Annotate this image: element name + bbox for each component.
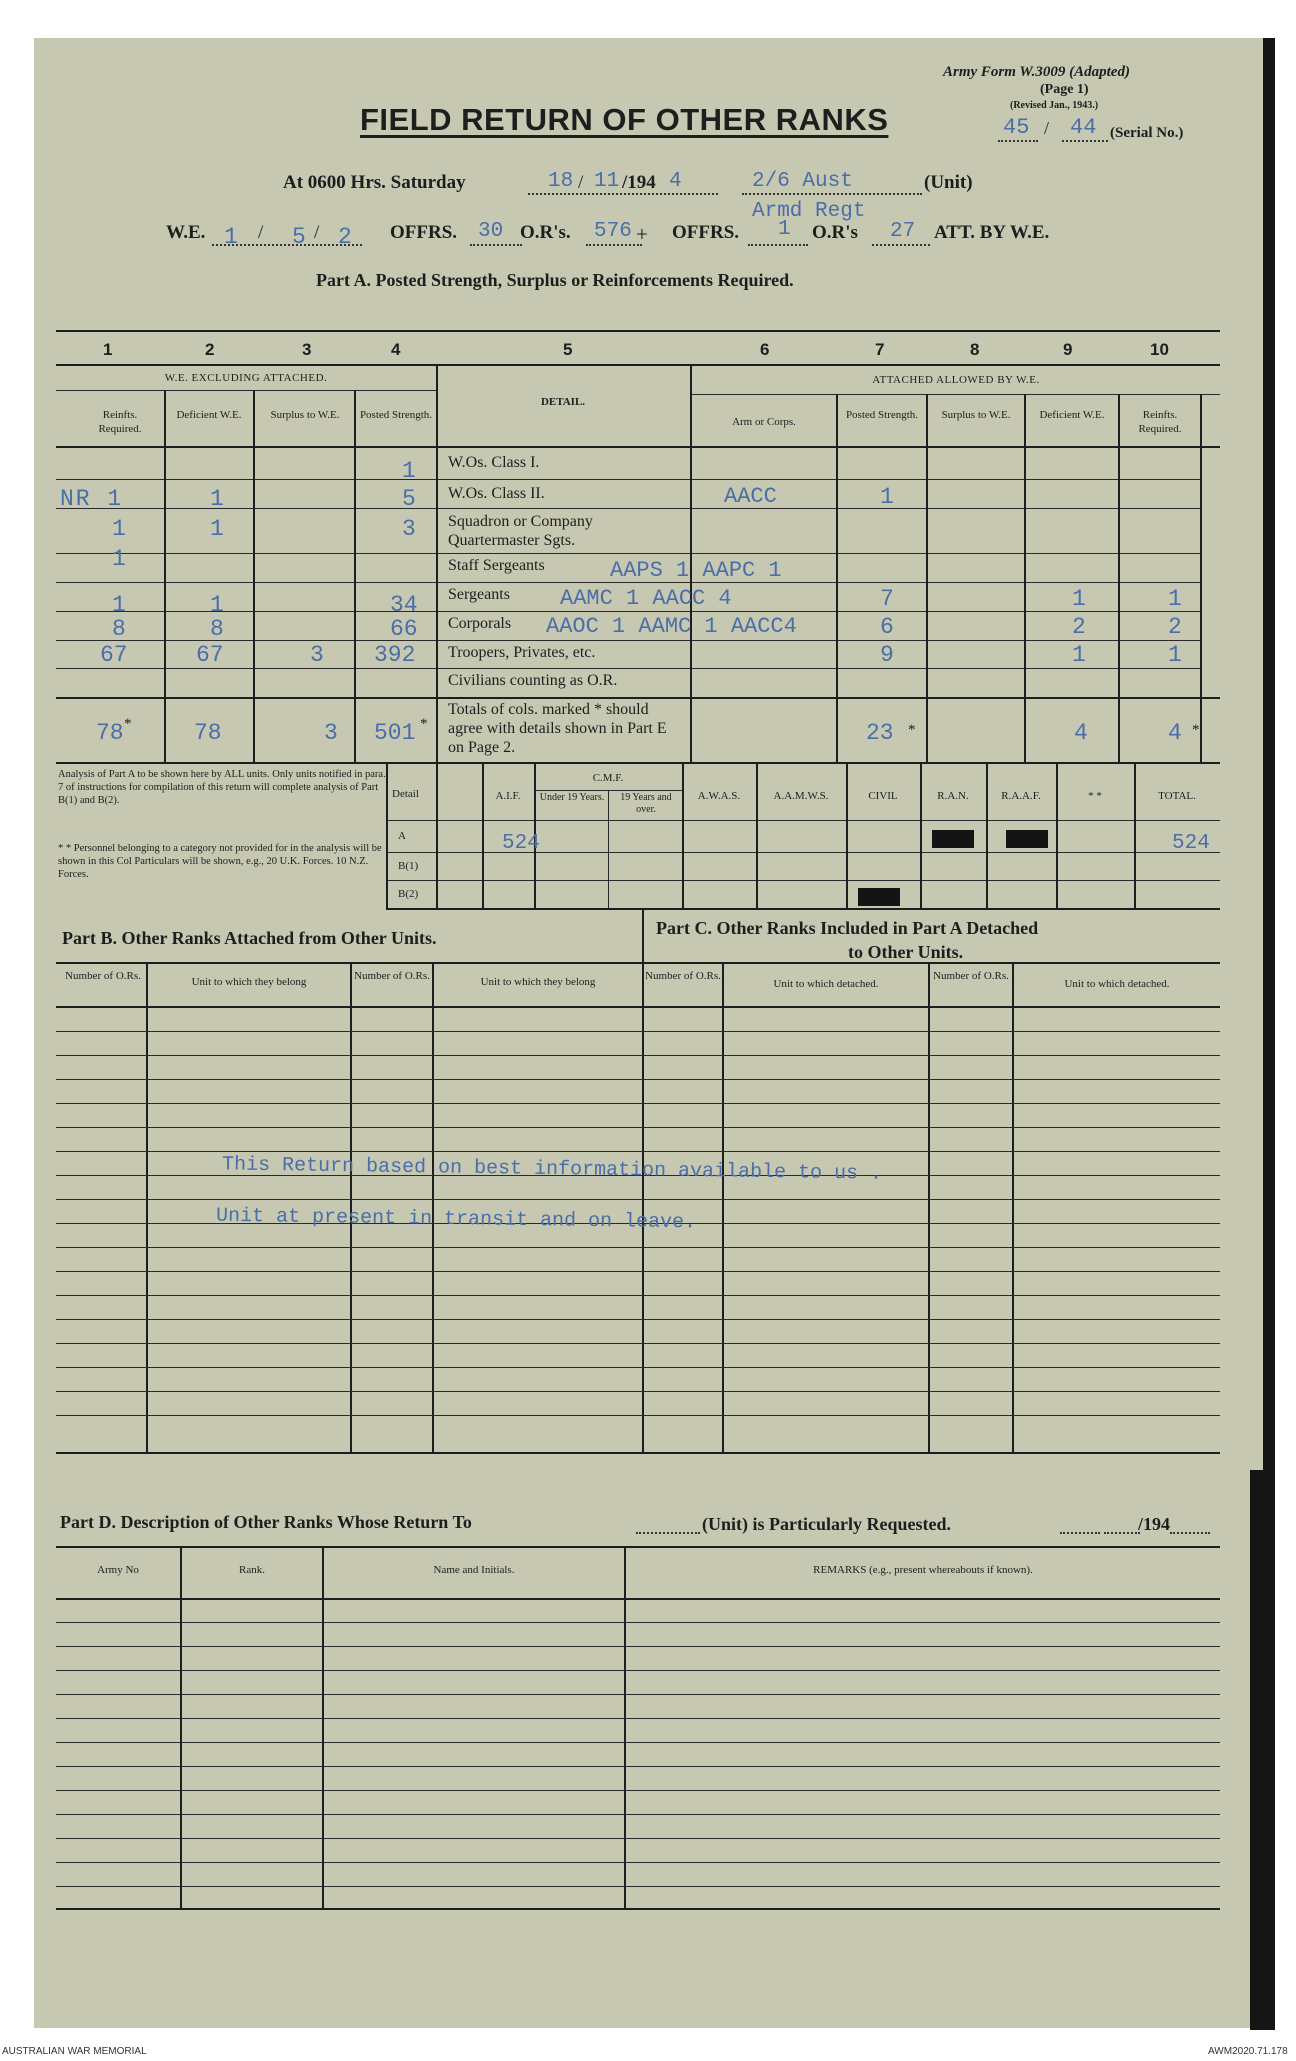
redaction-raaf xyxy=(1006,830,1048,848)
total-c1: 78 xyxy=(96,720,124,746)
part-b-col4: Unit to which they belong xyxy=(480,976,596,988)
detail-header: DETAIL. xyxy=(540,396,586,408)
r5-c9: 1 xyxy=(1072,586,1086,612)
remarks-header: REMARKS (e.g., present whereabouts if known). xyxy=(813,1564,1033,1576)
ors-label-2: O.R's xyxy=(812,222,858,243)
raaf-header: R.A.A.F. xyxy=(1001,790,1041,802)
scan-edge-lower xyxy=(1250,1470,1275,2030)
date-day: 18 xyxy=(548,170,574,193)
redaction-ran xyxy=(932,830,974,848)
total-a-value: 524 xyxy=(1172,832,1210,855)
col-number-2: 2 xyxy=(205,340,215,359)
analysis-row-b1: B(1) xyxy=(398,860,419,872)
r1-c4: 1 xyxy=(402,458,416,484)
part-d-year: /194 xyxy=(1138,1514,1171,1534)
r7-c10: 1 xyxy=(1168,642,1182,668)
r5-c7: 7 xyxy=(880,586,894,612)
arm-corps-header: Arm or Corps. xyxy=(732,416,796,428)
total-c3: 3 xyxy=(324,720,338,746)
analysis-row-a: A xyxy=(398,830,406,842)
r3-c1: 1 xyxy=(112,516,126,542)
reinfts-required-header: Reinfts. Required. xyxy=(98,409,142,435)
att-label: ATT. BY W.E. xyxy=(934,222,1050,243)
ors-value-2: 27 xyxy=(890,220,916,243)
reinfts-required-2-header: Reinfts. Required. xyxy=(1138,409,1182,435)
r6-c7: 6 xyxy=(880,614,894,640)
part-b-col3: Number of O.Rs. xyxy=(354,970,430,982)
civil-header: CIVIL xyxy=(868,790,898,802)
total-c2: 78 xyxy=(194,720,222,746)
awas-header: A.W.A.S. xyxy=(697,790,741,802)
r6-c4: 66 xyxy=(390,616,418,642)
part-c-col4: Unit to which detached. xyxy=(1064,978,1170,990)
surplus-we-header: Surplus to W.E. xyxy=(270,409,340,421)
rank-header: Rank. xyxy=(239,1564,265,1576)
r7-c4: 392 xyxy=(374,642,416,668)
r6-c10: 2 xyxy=(1168,614,1182,640)
detail-row-2: W.Os. Class II. xyxy=(448,485,545,502)
typed-note-line-1: This Return based on best information available to us . xyxy=(221,1153,883,1186)
r5-c4: 34 xyxy=(390,592,418,618)
detail-row-8: Civilians counting as O.R. xyxy=(448,672,618,689)
aif-a-value: 524 xyxy=(502,832,540,855)
attached-allowed-header: ATTACHED ALLOWED BY W.E. xyxy=(872,374,1040,386)
r7-c7: 9 xyxy=(880,642,894,668)
r5-c10: 1 xyxy=(1168,586,1182,612)
we-label: W.E. xyxy=(166,222,206,243)
col-number-10: 10 xyxy=(1150,340,1169,359)
part-d-title: Part D. Description of Other Ranks Whose Return To xyxy=(60,1512,472,1532)
r7-c2: 67 xyxy=(196,642,224,668)
detail-row-1: W.Os. Class I. xyxy=(448,454,540,471)
analysis-row-b2: B(2) xyxy=(398,888,419,900)
r2-c6: AACC xyxy=(724,484,777,509)
name-initials-header: Name and Initials. xyxy=(433,1564,515,1576)
part-b-col1: Number of O.Rs. xyxy=(65,970,141,982)
form-title: FIELD RETURN OF OTHER RANKS xyxy=(360,102,889,137)
col-number-4: 4 xyxy=(391,340,401,359)
r2-c7: 1 xyxy=(880,484,894,510)
r6-c1: 8 xyxy=(112,616,126,642)
r2-c2: 1 xyxy=(210,486,224,512)
typed-note-line-2: Unit at present in transit and on leave. xyxy=(215,1204,697,1235)
we-3: 2 xyxy=(338,224,352,250)
col-number-7: 7 xyxy=(875,340,885,359)
unit-typed-1: 2/6 Aust xyxy=(752,170,853,193)
unit-label: (Unit) xyxy=(924,172,973,193)
posted-strength-header: Posted Strength. xyxy=(359,409,433,421)
we-2: 5 xyxy=(292,224,306,250)
over19-header: 19 Years and over. xyxy=(620,792,672,815)
form-paper xyxy=(34,38,1263,2028)
footer-left: AUSTRALIAN WAR MEMORIAL xyxy=(2,2046,147,2057)
analysis-detail-header: Detail xyxy=(392,788,419,800)
offrs-label-2: OFFRS. xyxy=(672,222,740,243)
part-b-col2: Unit to which they belong xyxy=(191,976,307,988)
col-number-6: 6 xyxy=(760,340,770,359)
page-label: (Page 1) xyxy=(1040,82,1089,97)
other-category-header: * * xyxy=(1088,790,1102,802)
total-c4: 501 xyxy=(374,720,416,746)
army-form-label: Army Form W.3009 (Adapted) xyxy=(943,64,1130,80)
part-a-top-rule xyxy=(56,330,1220,332)
r6-c2: 8 xyxy=(210,616,224,642)
deficient-we-header: Deficient W.E. xyxy=(176,409,242,421)
part-c-col2: Unit to which detached. xyxy=(773,978,879,990)
plus-sign: + xyxy=(636,222,648,246)
analysis-note-1: Analysis of Part A to be shown here by ALL units. Only units notified in para. 7 of instructions for compilation of this return will complete analysis of Part B(1) and B(2). xyxy=(58,769,386,806)
offrs-value: 30 xyxy=(478,220,504,243)
detail-row-6: Corporals xyxy=(448,615,512,632)
offrs-value-2: 1 xyxy=(778,218,791,241)
col-number-8: 8 xyxy=(970,340,980,359)
r7-c9: 1 xyxy=(1072,642,1086,668)
part-c-col3: Number of O.Rs. xyxy=(933,970,1009,982)
total-c9: 4 xyxy=(1074,720,1088,746)
we-excluding-header: W.E. EXCLUDING ATTACHED. xyxy=(164,372,328,384)
r4-c1: 1 xyxy=(112,546,126,572)
r3-c2: 1 xyxy=(210,516,224,542)
unit-typed-2: Armd Regt xyxy=(752,200,866,223)
total-c10: 4 xyxy=(1168,720,1182,746)
col-number-5: 5 xyxy=(563,340,573,359)
r7-c3: 3 xyxy=(310,642,324,668)
r6-c9: 2 xyxy=(1072,614,1086,640)
detail-row-4: Staff Sergeants xyxy=(448,557,545,574)
total-header: TOTAL. xyxy=(1158,790,1196,802)
posted-strength-2-header: Posted Strength. xyxy=(845,409,919,421)
r4-c6: AAPS 1 AAPC 1 xyxy=(610,558,782,583)
totals-detail: Totals of cols. marked * should agree with details shown in Part E on Page 2. xyxy=(448,701,667,756)
r5-c2: 1 xyxy=(210,592,224,618)
col-number-3: 3 xyxy=(302,340,312,359)
part-d-title-suffix: (Unit) is Particularly Requested. xyxy=(702,1514,951,1534)
r5-c1: 1 xyxy=(112,592,126,618)
r7-c1: 67 xyxy=(100,642,128,668)
offrs-label: OFFRS. xyxy=(390,222,458,243)
r3-c4: 3 xyxy=(402,516,416,542)
ran-header: R.A.N. xyxy=(937,790,969,802)
aif-header: A.I.F. xyxy=(495,790,521,802)
serial-label: (Serial No.) xyxy=(1110,125,1184,141)
detail-row-7: Troopers, Privates, etc. xyxy=(448,644,596,661)
serial-a: 45 xyxy=(1003,115,1030,140)
detail-row-3: Squadron or Company Quartermaster Sgts. xyxy=(448,513,593,549)
ors-label: O.R's. xyxy=(520,222,571,243)
col-number-9: 9 xyxy=(1063,340,1073,359)
date-year-prefix: /194 xyxy=(622,172,656,193)
part-a-title: Part A. Posted Strength, Surplus or Reinforcements Required. xyxy=(316,270,794,290)
deficient-we-2-header: Deficient W.E. xyxy=(1039,409,1105,421)
r2-c1: NR 1 xyxy=(60,486,124,512)
part-c-title-1: Part C. Other Ranks Included in Part A Detached xyxy=(656,918,1039,938)
r6-c6: AAOC 1 AAMC 1 AACC4 xyxy=(546,614,797,639)
date-month: 11 xyxy=(594,170,620,193)
r5-c6: AAMC 1 AACC 4 xyxy=(560,586,732,611)
under19-header: Under 19 Years. xyxy=(539,792,605,803)
surplus-we-2-header: Surplus to W.E. xyxy=(941,409,1011,421)
at-label: At 0600 Hrs. Saturday xyxy=(283,172,466,193)
redaction-civil xyxy=(858,888,900,906)
part-c-col1: Number of O.Rs. xyxy=(645,970,721,982)
analysis-note-2: * * Personnel belonging to a category not provided for in the analysis will be shown in this Col Particulars will be shown, e.g., 20 U.K. Forces. 10 N.Z. Forces. xyxy=(58,843,382,880)
part-b-title: Part B. Other Ranks Attached from Other Units. xyxy=(62,928,437,948)
total-c7: 23 xyxy=(866,720,894,746)
cmf-header: C.M.F. xyxy=(592,772,624,784)
we-1: 1 xyxy=(224,224,238,250)
footer-right: AWM2020.71.178 xyxy=(1208,2046,1288,2057)
serial-b: 44 xyxy=(1070,115,1097,140)
part-c-title-2: to Other Units. xyxy=(848,942,964,962)
aamws-header: A.A.M.W.S. xyxy=(773,790,829,802)
ors-value: 576 xyxy=(594,220,632,243)
army-no-header: Army No xyxy=(97,1564,139,1576)
detail-row-5: Sergeants xyxy=(448,586,510,603)
col-number-1: 1 xyxy=(103,340,113,359)
revised-label: (Revised Jan., 1943.) xyxy=(1010,100,1099,111)
r2-c4: 5 xyxy=(402,486,416,512)
date-year-typed: 4 xyxy=(669,170,682,193)
